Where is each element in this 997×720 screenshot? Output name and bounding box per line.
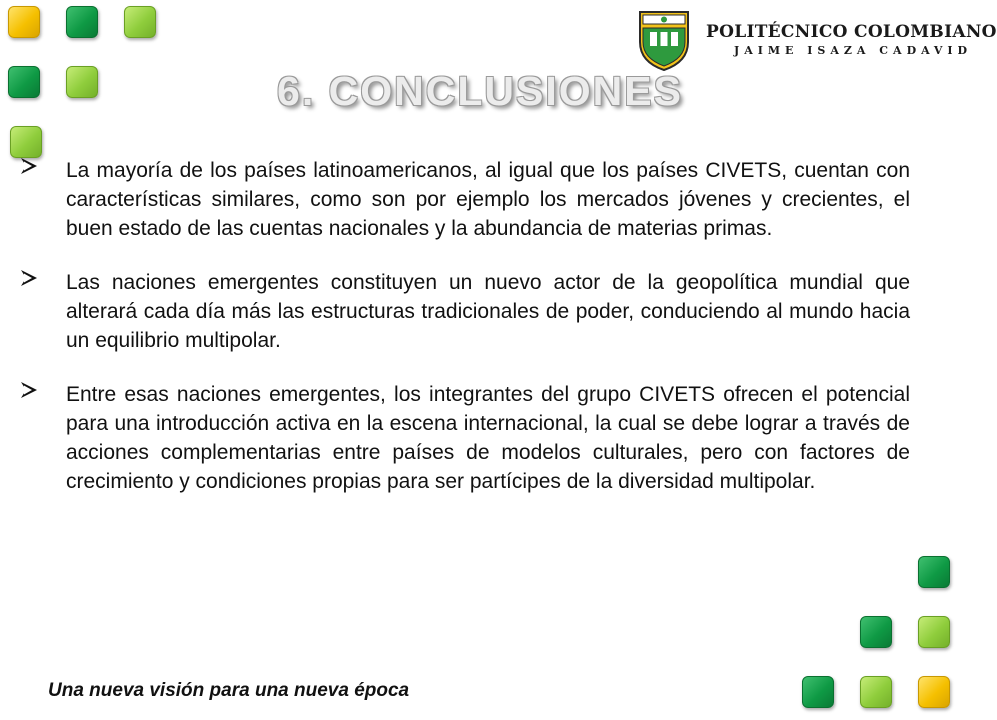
decorative-square [918, 556, 950, 588]
decorative-square [8, 6, 40, 38]
bullet-text: Entre esas naciones emergentes, los integrantes del grupo CIVETS ofrecen el potencial para una introducción activa en la escena internacional, la cual se debe lograr a través de acciones complementarias entre países de modelos culturales, pero con factores de crecimiento y condiciones propias para ser partícipes de la diversidad multipolar. [66, 383, 910, 493]
list-item [0, 156, 960, 243]
decorative-square [860, 616, 892, 648]
bullet-text: La mayoría de los países latinoamericanos, al igual que los países CIVETS, cuentan con características similares, como son por ejemplo los mercados jóvenes y crecientes, el buen estado de las cuentas nacionales y la abundancia de materias primas. [66, 159, 910, 240]
arrow-bullet-icon [20, 381, 38, 399]
decorative-square [66, 6, 98, 38]
conclusions-list [0, 156, 960, 521]
arrow-bullet-icon [20, 157, 38, 175]
logo-subtitle: JAIME ISAZA CADAVID [734, 44, 973, 57]
decorative-square [802, 676, 834, 708]
shield-icon [636, 8, 692, 72]
footer-slogan: Una nueva visión para una nueva época [48, 680, 410, 701]
decorative-square [918, 616, 950, 648]
list-item [0, 380, 960, 496]
list-item [0, 268, 960, 355]
arrow-bullet-icon [20, 269, 38, 287]
decorative-square [860, 676, 892, 708]
bullet-text: Las naciones emergentes constituyen un nuevo actor de la geopolítica mundial que alterará cada día más las estructuras tradicionales de poder, conduciendo al mundo hacia un equilibrio multipolar. [66, 271, 910, 352]
institution-logo [636, 8, 997, 72]
decorative-square [124, 6, 156, 38]
page-title: 6. CONCLUSIONES [277, 68, 683, 114]
decorative-square [918, 676, 950, 708]
decorative-square [10, 126, 42, 158]
logo-name: POLITÉCNICO COLOMBIANO [706, 22, 997, 42]
